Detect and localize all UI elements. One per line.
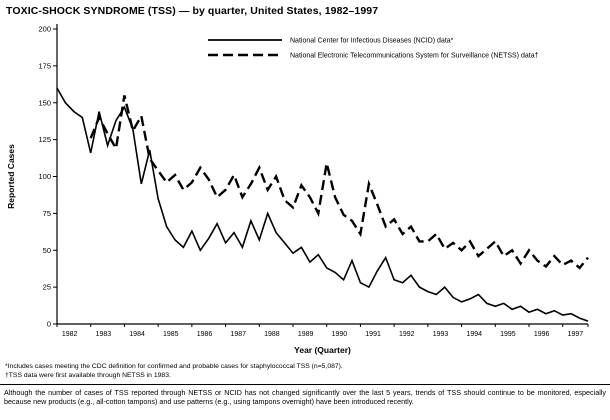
netss-line: [91, 95, 588, 268]
svg-text:1985: 1985: [162, 331, 179, 338]
svg-text:175: 175: [38, 61, 51, 71]
footnote-ncid: *Includes cases meeting the CDC definition for confirmed and probable cases for staphylococcal TSS (n=5,087).: [5, 363, 343, 370]
svg-text:1986: 1986: [196, 331, 213, 338]
svg-text:75: 75: [42, 208, 51, 218]
chart-title: TOXIC-SHOCK SYNDROME (TSS) — by quarter, United States, 1982–1997: [6, 5, 379, 17]
x-axis-ticks: [57, 324, 588, 338]
svg-text:1993: 1993: [432, 331, 449, 338]
legend-label: National Center for Infectious Diseases (NCID) data*: [290, 37, 454, 45]
svg-text:100: 100: [38, 172, 51, 182]
svg-text:50: 50: [42, 245, 51, 255]
y-axis-ticks: [38, 25, 57, 329]
footnote-netss: †TSS data were first available through NETSS in 1983.: [5, 372, 171, 380]
svg-text:1997: 1997: [567, 331, 584, 338]
x-axis-title: Year (Quarter): [294, 345, 351, 355]
svg-text:1984: 1984: [129, 331, 145, 338]
svg-text:25: 25: [42, 282, 51, 292]
svg-text:1991: 1991: [365, 331, 381, 338]
svg-text:1990: 1990: [331, 331, 348, 338]
svg-text:125: 125: [38, 135, 51, 145]
svg-text:200: 200: [38, 24, 51, 34]
svg-text:1988: 1988: [264, 331, 280, 338]
footnotes: [5, 362, 343, 380]
divider-line: [0, 384, 610, 385]
legend-label: National Electronic Telecommunications System for Surveillance (NETSS) data†: [290, 52, 539, 60]
svg-text:1996: 1996: [533, 331, 550, 338]
axes: [57, 24, 588, 324]
svg-text:1982: 1982: [61, 331, 78, 338]
svg-text:1994: 1994: [466, 331, 483, 338]
svg-text:1992: 1992: [398, 331, 415, 338]
svg-text:1989: 1989: [297, 331, 314, 338]
svg-text:1983: 1983: [95, 331, 112, 338]
series-lines: [57, 88, 588, 321]
svg-text:150: 150: [38, 98, 51, 108]
y-axis-title: Reported Cases: [6, 144, 16, 209]
svg-text:1987: 1987: [230, 331, 247, 338]
chart-canvas: [0, 16, 610, 361]
svg-text:0: 0: [46, 319, 51, 329]
legend: [208, 38, 539, 60]
svg-text:1995: 1995: [500, 331, 516, 338]
caption-text: Although the number of cases of TSS reported through NETSS or NCID has not changed significantly over the last 5 years, trends of TSS should continue to be monitored, especially because new products (e.g., all-cotton tampons) and use patterns (e.g., using tampons overnight) have been introduced recently.: [4, 388, 606, 407]
